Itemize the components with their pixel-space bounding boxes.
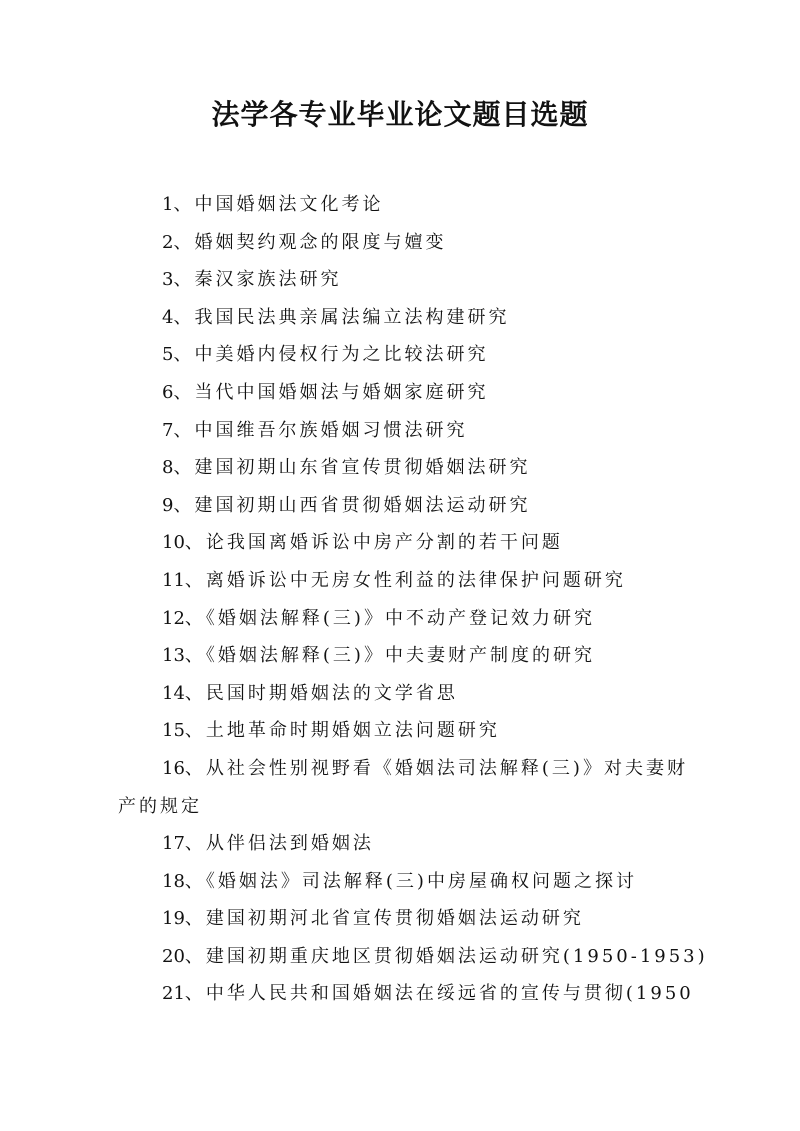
item-text: 建国初期山东省宣传贯彻婚姻法研究 bbox=[194, 457, 531, 479]
item-separator: 、 bbox=[173, 381, 195, 403]
list-item bbox=[118, 637, 688, 675]
item-number: 5 bbox=[162, 344, 174, 366]
list-item bbox=[118, 186, 688, 224]
list-item bbox=[118, 224, 688, 262]
item-text: 离婚诉讼中无房女性利益的法律保护问题研究 bbox=[205, 569, 626, 591]
item-number: 11 bbox=[162, 569, 185, 591]
list-item bbox=[118, 900, 688, 938]
item-number: 14 bbox=[162, 682, 185, 704]
list-item bbox=[118, 825, 688, 863]
list-item bbox=[118, 750, 688, 825]
item-text: 中国婚姻法文化考论 bbox=[194, 194, 384, 215]
item-number: 13 bbox=[162, 645, 185, 667]
item-separator: 、 bbox=[184, 682, 206, 704]
item-separator: 、 bbox=[184, 908, 206, 930]
list-item bbox=[118, 336, 688, 374]
item-number: 3 bbox=[162, 269, 174, 291]
item-text: 建国初期山西省贯彻婚姻法运动研究 bbox=[194, 494, 531, 516]
item-text: 中华人民共和国婚姻法在绥远省的宣传与贯彻(1950 bbox=[205, 983, 694, 1005]
item-text: 《婚姻法解释(三)》中不动产登记效力研究 bbox=[205, 607, 595, 629]
item-number: 8 bbox=[162, 457, 174, 479]
item-text: 秦汉家族法研究 bbox=[194, 269, 342, 291]
item-text: 从伴侣法到婚姻法 bbox=[205, 833, 374, 855]
item-text: 民国时期婚姻法的文学省思 bbox=[205, 682, 458, 704]
item-text: 我国民法典亲属法编立法构建研究 bbox=[194, 306, 510, 328]
list-item bbox=[118, 712, 688, 750]
list-item bbox=[118, 524, 688, 562]
list-item bbox=[118, 975, 694, 1013]
item-text: 建国初期重庆地区贯彻婚姻法运动研究(1950-1953) bbox=[205, 945, 708, 967]
list-item bbox=[118, 261, 688, 299]
item-text: 从社会性别视野看《婚姻法司法解释(三)》对夫妻财产的规定 bbox=[118, 757, 688, 817]
item-separator: 、 bbox=[173, 344, 195, 366]
list-item bbox=[118, 600, 688, 638]
item-number: 15 bbox=[162, 720, 185, 742]
item-text: 婚姻契约观念的限度与嬗变 bbox=[194, 231, 447, 253]
item-separator: 、 bbox=[184, 569, 206, 591]
item-number: 6 bbox=[162, 381, 174, 403]
item-separator: 、 bbox=[173, 194, 195, 215]
item-number: 21 bbox=[162, 983, 185, 1005]
item-text: 中国维吾尔族婚姻习惯法研究 bbox=[194, 419, 468, 441]
item-separator: 、 bbox=[184, 532, 206, 554]
list-item bbox=[118, 374, 688, 412]
item-number: 19 bbox=[162, 908, 185, 930]
item-separator: 、 bbox=[184, 870, 206, 892]
item-separator: 、 bbox=[173, 269, 195, 291]
list-item bbox=[118, 449, 688, 487]
list-item bbox=[118, 412, 688, 450]
list-item bbox=[118, 675, 688, 713]
item-number: 10 bbox=[162, 532, 185, 554]
topic-list bbox=[118, 186, 708, 1013]
item-text: 土地革命时期婚姻立法问题研究 bbox=[205, 720, 500, 742]
item-number: 2 bbox=[162, 231, 174, 253]
item-number: 4 bbox=[162, 306, 174, 328]
item-separator: 、 bbox=[173, 494, 195, 516]
list-item bbox=[118, 863, 688, 901]
item-number: 20 bbox=[162, 945, 185, 967]
item-number: 9 bbox=[162, 494, 174, 516]
item-separator: 、 bbox=[184, 607, 206, 629]
item-separator: 、 bbox=[184, 720, 206, 742]
item-separator: 、 bbox=[173, 231, 195, 253]
item-text: 论我国离婚诉讼中房产分割的若干问题 bbox=[205, 532, 563, 554]
item-number: 1 bbox=[162, 194, 174, 215]
item-separator: 、 bbox=[184, 833, 206, 855]
item-text: 《婚姻法》司法解释(三)中房屋确权问题之探讨 bbox=[205, 870, 637, 892]
item-separator: 、 bbox=[173, 306, 195, 328]
item-number: 16 bbox=[162, 757, 185, 779]
item-separator: 、 bbox=[184, 983, 206, 1005]
item-separator: 、 bbox=[173, 419, 195, 441]
item-number: 12 bbox=[162, 607, 185, 629]
item-separator: 、 bbox=[184, 645, 206, 667]
list-item bbox=[118, 562, 688, 600]
list-item bbox=[118, 487, 688, 525]
item-separator: 、 bbox=[184, 945, 206, 967]
item-number: 18 bbox=[162, 870, 185, 892]
item-separator: 、 bbox=[184, 757, 206, 779]
item-text: 《婚姻法解释(三)》中夫妻财产制度的研究 bbox=[205, 645, 595, 667]
item-number: 17 bbox=[162, 833, 185, 855]
page-title: 法学各专业毕业论文题目选题 bbox=[211, 98, 589, 131]
item-separator: 、 bbox=[173, 457, 195, 479]
list-item bbox=[118, 938, 708, 976]
list-item bbox=[118, 299, 688, 337]
item-text: 中美婚内侵权行为之比较法研究 bbox=[194, 344, 489, 366]
item-text: 建国初期河北省宣传贯彻婚姻法运动研究 bbox=[205, 908, 584, 930]
item-number: 7 bbox=[162, 419, 174, 441]
item-text: 当代中国婚姻法与婚姻家庭研究 bbox=[194, 381, 489, 403]
